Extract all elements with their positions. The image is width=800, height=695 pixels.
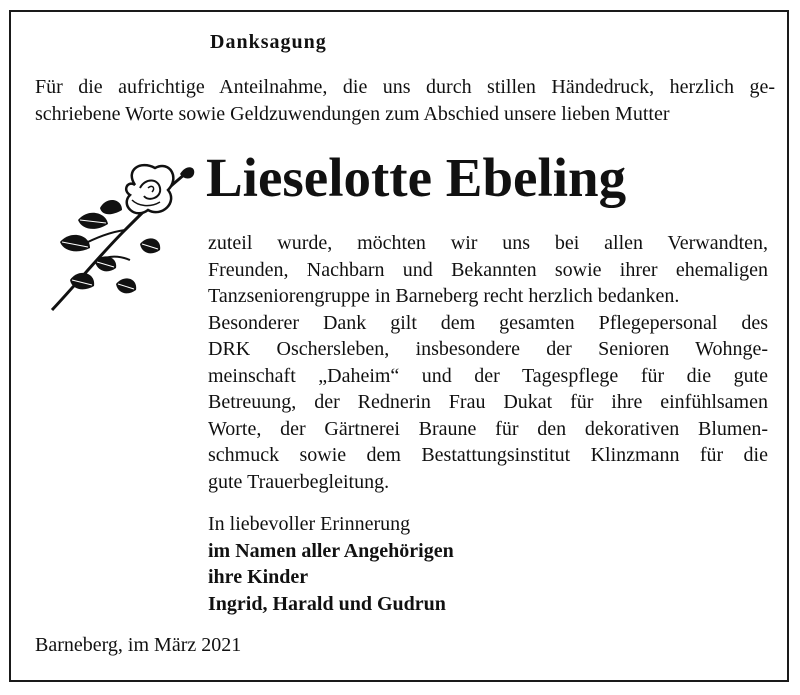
closing-line: In liebevoller Erinnerung	[208, 513, 411, 535]
rose-bloom-icon	[126, 165, 173, 213]
closing-line: im Namen aller Angehörigen	[208, 539, 454, 562]
body-line: Besonderer Dank gilt dem gesamten Pflegepersonal des	[208, 311, 768, 334]
intro-line-2: schriebene Worte sowie Geldzuwendungen zum Abschied unsere lieben Mutter	[35, 103, 670, 125]
rose-illustration	[40, 160, 200, 320]
body-line: DRK Oschersleben, insbesondere der Senioren Wohnge-	[208, 338, 768, 360]
intro-line-1: Für die aufrichtige Anteilnahme, die uns durch stillen Händedruck, herzlich ge-	[35, 76, 775, 98]
notice-heading: Danksagung	[210, 31, 327, 53]
body-line: Tanzseniorengruppe in Barneberg recht herzlich bedanken.	[208, 285, 680, 307]
body-line: schmuck sowie dem Bestattungsinstitut Klinzmann für die	[208, 444, 768, 466]
deceased-name: Lieselotte Ebeling	[206, 147, 627, 208]
body-line: Worte, der Gärtnerei Braune für den dekorativen Blumen-	[208, 417, 768, 440]
body-line: Betreuung, der Rednerin Frau Dukat für ihre einfühlsamen	[208, 391, 768, 413]
body-line: zuteil wurde, möchten wir uns bei allen Verwandten,	[208, 232, 768, 254]
body-line: Freunden, Nachbarn und Bekannten sowie ihrer ehemaligen	[208, 258, 768, 281]
body-line: meinschaft „Daheim“ und der Tagespflege für die gute	[208, 364, 768, 387]
thanks-body	[208, 230, 768, 495]
body-line: gute Trauerbegleitung.	[208, 470, 390, 493]
place-date: Barneberg, im März 2021	[35, 634, 242, 656]
closing-line: ihre Kinder	[208, 566, 309, 588]
closing-block	[208, 511, 454, 617]
intro-text	[35, 74, 775, 128]
signatories: Ingrid, Harald und Gudrun	[208, 592, 446, 615]
